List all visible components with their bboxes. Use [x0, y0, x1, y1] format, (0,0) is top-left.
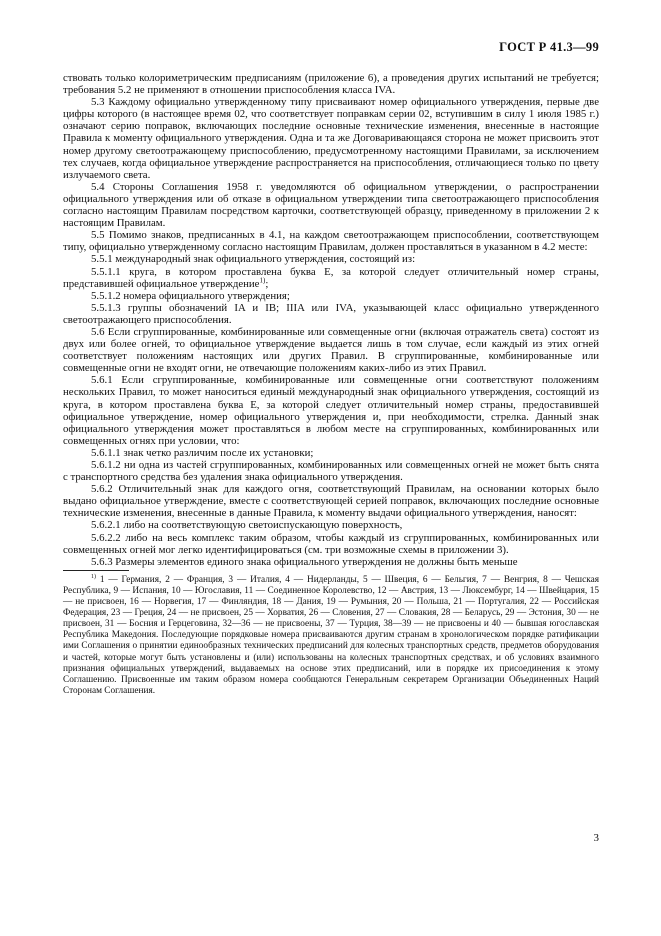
footnote-marker: 1) [91, 573, 96, 580]
paragraph-5-5: 5.5 Помимо знаков, предписанных в 4.1, на каждом светоотражающем приспособлении, соответствующем типу, официально утвержденному согласно настоящим Правилам, должен проставляться в указанном в 4.2 месте: [63, 229, 599, 254]
paragraph-5-6-1-2: 5.6.1.2 ни одна из частей сгруппированных, комбинированных или совмещенных огней не может быть снята с транспортного средства без удаления знака официального утверждения. [63, 459, 599, 484]
footnote-divider [63, 570, 129, 571]
page-body [63, 72, 599, 697]
document-code-header: ГОСТ Р 41.3—99 [499, 40, 599, 54]
paragraph-5-6-2-2: 5.6.2.2 либо на весь комплекс таким образом, чтобы каждый из сгруппированных, комбинированных или совмещенных огней мог легко идентифицироваться (см. три возможные схемы в приложении 3). [63, 531, 599, 556]
paragraph-5-6-2-1: 5.6.2.1 либо на соответствующую светоиспускающую поверхность, [91, 519, 403, 532]
paragraph-5-6-3: 5.6.3 Размеры элементов единого знака официального утверждения не должны быть меньше [91, 555, 518, 568]
paragraph-5-3: 5.3 Каждому официально утвержденному типу присваивают номер официального утверждения, первые две цифры которого (в настоящее время 02, что соответствует поправкам серии 02, вступившим в силу 1 июля 1985 г.) означают серию поправок, включающих последние основные технические изменения, внесенные в настоящие Правила к моменту официального утверждения. Одна и та же Договаривающаяся сторона не может присвоить этот номер другому светоотражающему приспособлению, предусмотренному настоящими Правилами, за исключением тех случаев, когда официальное утверждение распространяется на приспособления, отличающиеся только по цвету излучаемого света. [63, 96, 599, 181]
paragraph-5-6-1-1: 5.6.1.1 знак четко различим после их установки; [91, 446, 314, 459]
paragraph-5-4: 5.4 Стороны Соглашения 1958 г. уведомляются об официальном утверждении, о распространении официального утверждения или об отказе в официальном утверждении типа светоотражающего приспособления согласно настоящим Правилам посредством карточки, соответствующей образцу, приведенному в приложении 2 к настоящим Правилам. [63, 180, 599, 230]
footnote-reference: 1) [259, 276, 266, 284]
paragraph-5-6: 5.6 Если сгруппированные, комбинированные или совмещенные огни (включая отражатель света) состоят из двух или более огней, то официальное утверждение выдается лишь в том случае, если каждый из этих огней соответствует положениям настоящих или других Правил. В сгруппированные, комбинированные или совмещенные огни не входят огни, не отвечающие положениям каких-либо из этих Правил. [63, 325, 599, 375]
paragraph-5-5-1-1-text: 5.5.1.1 круга, в котором проставлена буква Е, за которой следует отличительный номер страны, представившей официальное утверждение [63, 265, 599, 290]
paragraph-5-5-1-2: 5.5.1.2 номера официального утверждения; [91, 289, 290, 302]
footnote [63, 575, 599, 697]
paragraph-5-6-2: 5.6.2 Отличительный знак для каждого огня, соответствующий Правилам, на основании которых было выдано официальное утверждение, вместе с соответствующей серией поправок, включающих последние основные технические изменения, внесенные в данные Правила, к моменту выдачи официального утверждения, наносят: [63, 483, 599, 520]
page-number: 3 [593, 832, 599, 844]
footnote-text: 1 — Германия, 2 — Франция, 3 — Италия, 4 — Нидерланды, 5 — Швеция, 6 — Бельгия, 7 — Венгрия, 8 — Чешская Республика, 9 — Испания, 10 — Югославия, 11 — Соединенное Королевство, 12 — Австрия, 13 — Люксембург, 14 — Швейцария, 15 — не присвоен, 16 — Норвегия, 17 — Финляндия, 18 — Дания, 19 — Румыния, 20 — Польша, 21 — Португалия, 22 — Российская Федерация, 23 — Греция, 24 — не присвоен, 25 — Хорватия, 26 — Словения, 27 — Словакия, 28 — Беларусь, 29 — Эстония, 30 — не присвоен, 31 — Босния и Герцеговина, 32—36 — не присвоены, 37 — Турция, 38—39 — не присвоены и 40 — бывшая югославская Республика Македония. Последующие порядковые номера присваиваются другим странам в хронологическом порядке ратификации ими Соглашения о принятии единообразных технических предписаний для колесных транспортных средств, предметов оборудования и частей, которые могут быть установлены и (или) использованы на колесных транспортных средствах, и об условиях взаимного признания официальных утверждений, выдаваемых на основе этих предписаний, или в порядке их присоединения к этому Соглашению. Присвоенные им таким образом номера сообщаются Генеральным секретарем Организации Объединенных Наций Сторонам Соглашения. [63, 574, 599, 696]
paragraph-5-5-1-1 [63, 266, 599, 290]
footnote-reference-suffix: ; [265, 277, 269, 290]
paragraph-continuation: ствовать только колориметрическим предписаниям (приложение 6), а проведения других испытаний не требуется; требования 5.2 не применяют в отношении приспособления класса IVA. [63, 72, 599, 97]
paragraph-5-5-1-3: 5.5.1.3 группы обозначений IA и IB; IIIA или IVA, указывающей класс официально утвержденного светоотражающего приспособления. [63, 301, 599, 326]
paragraph-5-5-1: 5.5.1 международный знак официального утверждения, состоящий из: [91, 253, 416, 266]
paragraph-5-6-1: 5.6.1 Если сгруппированные, комбинированные или совмещенные огни соответствуют положениям нескольких Правил, то может наноситься единый международный знак официального утверждения, состоящий из круга, в котором проставлена буква Е, за которой следует отличительный номер страны, предоставившей официальное утверждение, номер официального утверждения и, при необходимости, стрелка. Данный знак официального утверждения может проставляться в любом месте на сгруппированных, комбинированных или совмещенных огнях при условии, что: [63, 374, 599, 447]
